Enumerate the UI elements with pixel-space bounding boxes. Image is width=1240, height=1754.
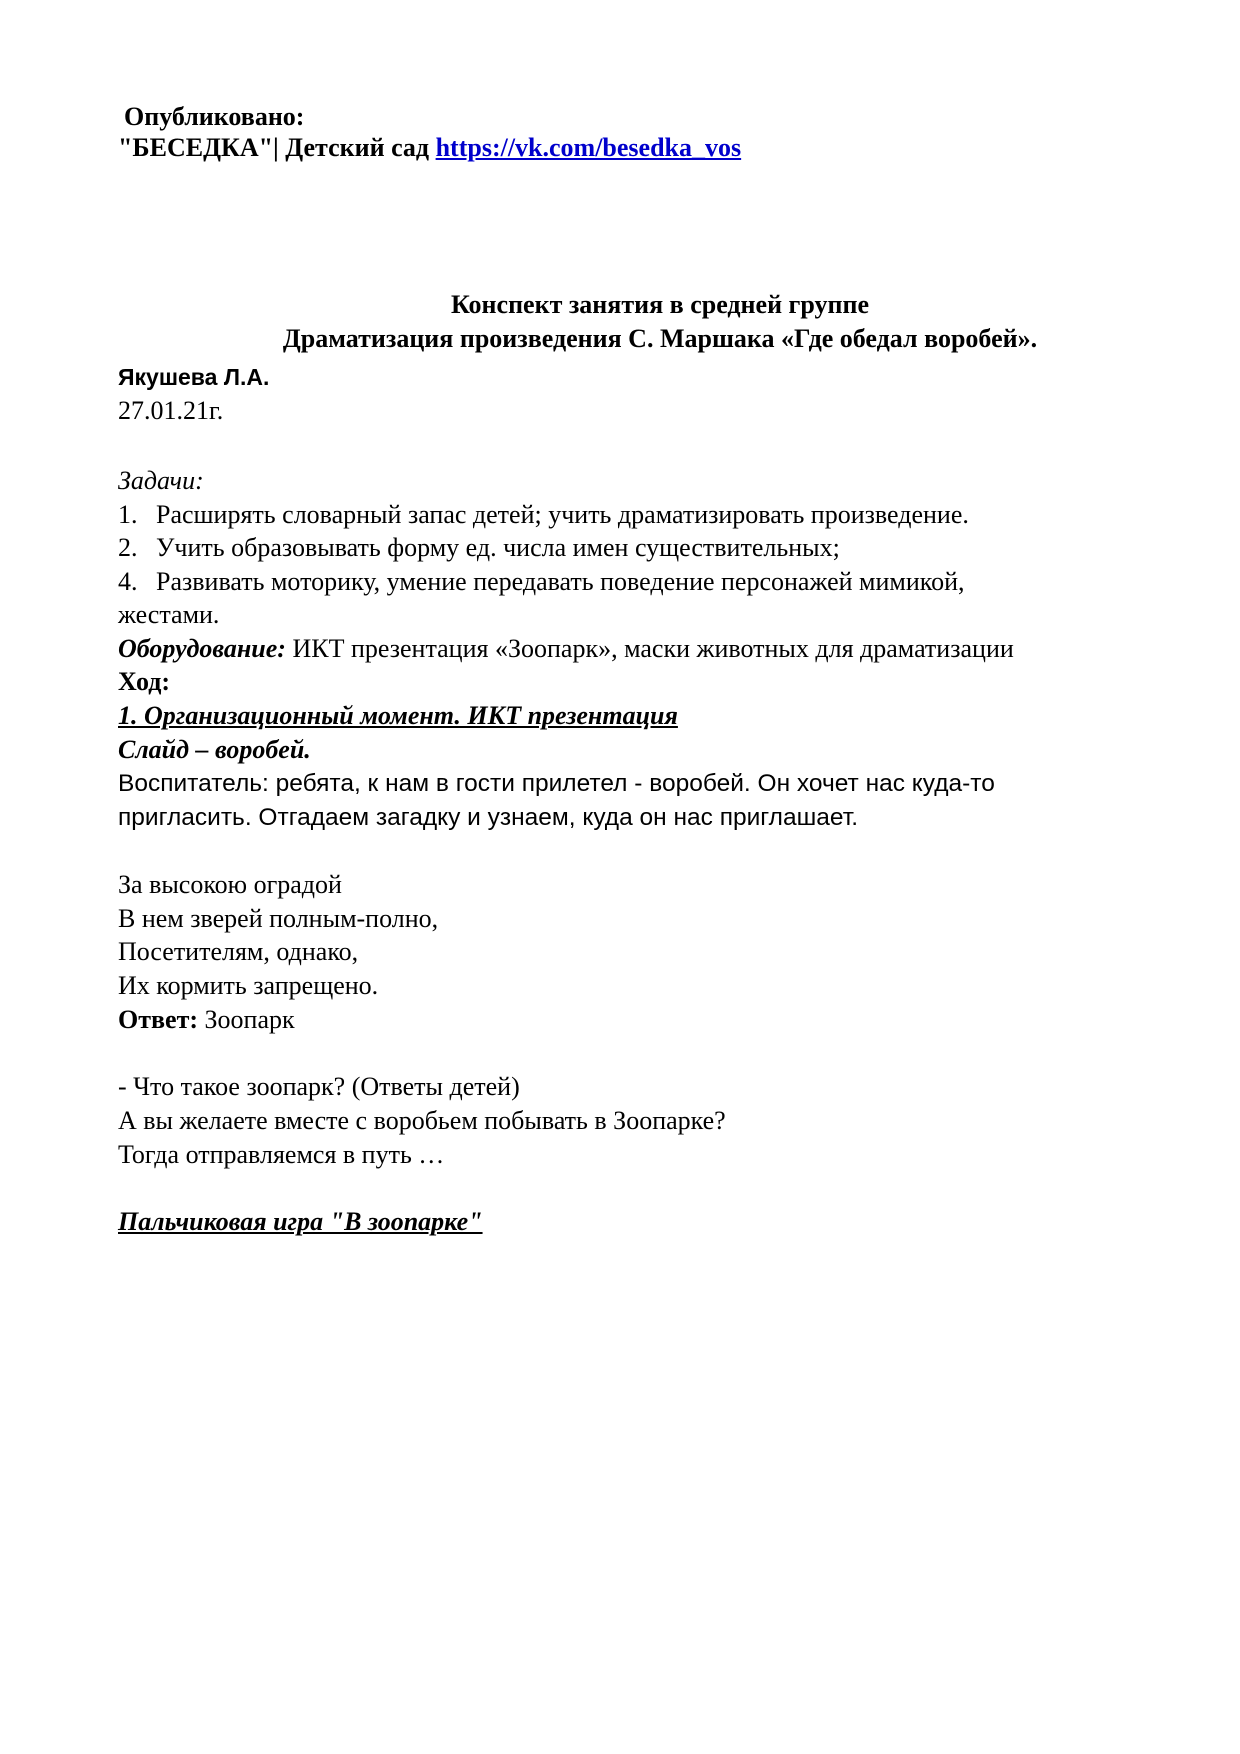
task-number: 1. (118, 500, 138, 529)
title-line-2: Драматизация произведения С. Маршака «Где обедал воробей». (282, 324, 1038, 353)
course-heading: Ход: (118, 667, 171, 696)
answer-label: Ответ: (118, 1005, 199, 1034)
task-item-continuation: жестами. (118, 600, 220, 629)
slide-heading: Слайд – воробей. (118, 735, 311, 764)
equipment-label: Оборудование: (118, 634, 286, 663)
riddle-answer (118, 1003, 295, 1037)
task-text: Учить образовывать форму ед. числа имен существительных; (156, 533, 840, 562)
task-text: Развивать моторику, умение передавать поведение персонажей мимикой, (156, 567, 965, 596)
riddle-line: За высокою оградой (118, 870, 342, 899)
task-item (118, 531, 840, 565)
riddle-line: Посетителям, однако, (118, 937, 359, 966)
dialog-line: Тогда отправляемся в путь … (118, 1140, 445, 1169)
answer-text: Зоопарк (204, 1005, 295, 1034)
published-label: Опубликовано: (124, 102, 305, 131)
dialog-line: А вы желаете вместе с воробьем побывать в Зоопарке? (118, 1106, 726, 1135)
publisher-line (118, 131, 741, 165)
task-item (118, 565, 965, 599)
author: Якушева Л.А. (118, 364, 270, 390)
riddle-line: Их кормить запрещено. (118, 971, 379, 1000)
publisher-link[interactable]: https://vk.com/besedka_vos (435, 133, 742, 162)
teacher-line-2: пригласить. Отгадаем загадку и узнаем, куда он нас приглашает. (118, 804, 859, 831)
riddle-line: В нем зверей полным-полно, (118, 904, 439, 933)
tasks-heading: Задачи: (118, 466, 204, 495)
equipment-text: ИКТ презентация «Зоопарк», маски животных для драматизации (292, 634, 1014, 663)
publisher-name: "БЕСЕДКА"| Детский сад (118, 133, 430, 162)
teacher-line-1: Воспитатель: ребята, к нам в гости прилетел - воробей. Он хочет нас куда-то (118, 770, 995, 797)
dialog-line: - Что такое зоопарк? (Ответы детей) (118, 1072, 520, 1101)
task-number: 2. (118, 533, 138, 562)
title-line-1: Конспект занятия в средней группе (451, 290, 869, 319)
task-number: 4. (118, 567, 138, 596)
equipment (118, 632, 1014, 666)
date: 27.01.21г. (118, 396, 224, 425)
task-text: Расширять словарный запас детей; учить драматизировать произведение. (156, 500, 969, 529)
section-heading: 1. Организационный момент. ИКТ презентация (118, 701, 678, 730)
task-item (118, 498, 969, 532)
finger-game-heading: Пальчиковая игра "В зоопарке" (118, 1207, 483, 1236)
